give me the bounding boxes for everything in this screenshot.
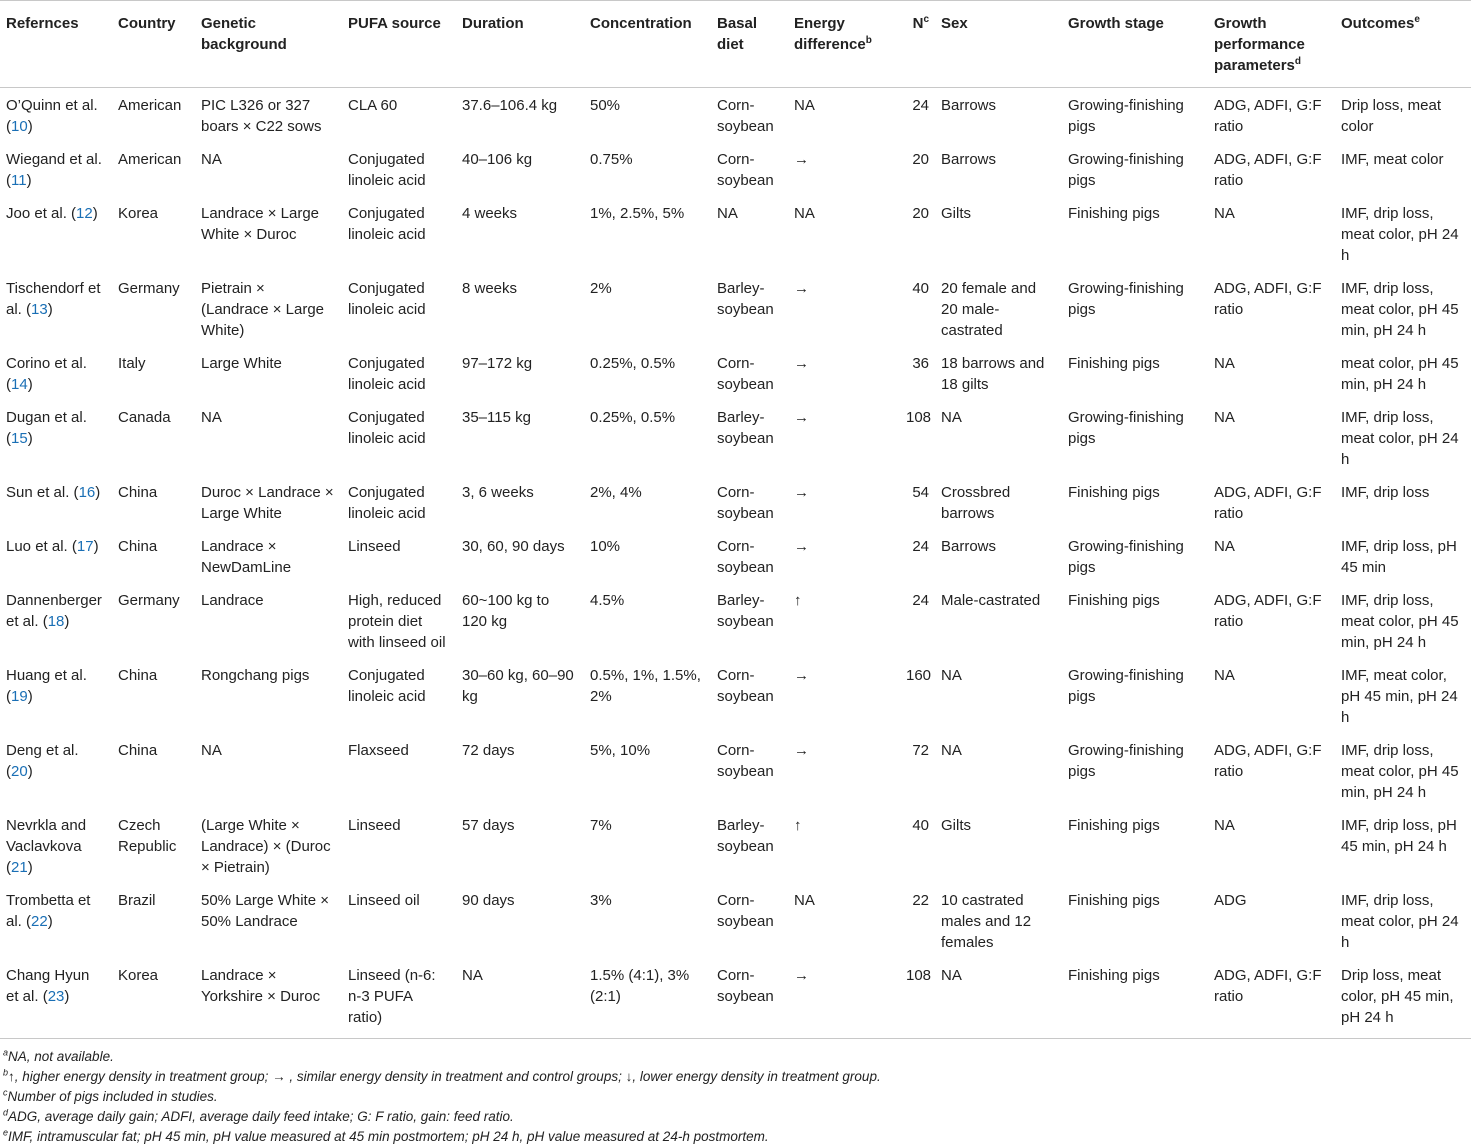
concentration-cell: 7% (590, 817, 612, 834)
table-body (0, 88, 1471, 1039)
n-cell: 40 (912, 817, 929, 834)
column-header-label: Sex (941, 15, 968, 32)
sex-cell: 10 castrated males and 12 females (941, 892, 1032, 951)
outcomes-cell: IMF, meat color, pH 45 min, pH 24 h (1341, 667, 1458, 726)
growth-performance-cell: NA (1214, 355, 1235, 372)
growth-stage-cell: Finishing pigs (1068, 355, 1160, 372)
n-cell: 108 (906, 409, 932, 426)
growth-stage-cell: Finishing pigs (1068, 967, 1160, 984)
genetic-background-cell: Landrace × Yorkshire × Duroc (201, 967, 321, 1005)
reference-link[interactable]: 12 (76, 205, 93, 222)
country-cell: Canada (118, 409, 171, 426)
growth-performance-cell: ADG (1214, 892, 1247, 909)
outcomes-cell: IMF, drip loss, pH 45 min, pH 24 h (1341, 817, 1457, 855)
growth-performance-cell: ADG, ADFI, G:F ratio (1214, 742, 1322, 780)
pufa-source-cell: Flaxseed (348, 742, 409, 759)
reference-cell: Chang Hyun et al. (23) (6, 967, 90, 1005)
growth-performance-cell: NA (1214, 409, 1235, 426)
basal-diet-cell: NA (717, 205, 738, 222)
genetic-background-cell: (Large White × Landrace) × (Duroc × Pietrain) (201, 817, 331, 876)
energy-difference-cell: → (794, 484, 809, 501)
genetic-background-cell: NA (201, 742, 222, 759)
table-row (0, 583, 1471, 658)
footnote-text: ADG, average daily gain; ADFI, average daily feed intake; G: F ratio, gain: feed ratio. (8, 1109, 514, 1124)
reference-authors: Nevrkla and Vaclavkova (6, 817, 87, 855)
energy-difference-cell: → (794, 967, 809, 984)
growth-stage-cell: Growing-finishing pigs (1068, 667, 1184, 705)
n-cell: 108 (906, 967, 932, 984)
energy-difference-cell: → (794, 280, 809, 297)
reference-cell: Sun et al. (16) (6, 484, 101, 501)
pufa-source-cell: High, reduced protein diet with linseed oil (348, 592, 446, 651)
pufa-source-cell: CLA 60 (348, 97, 398, 114)
outcomes-cell: IMF, drip loss, meat color, pH 24 h (1341, 892, 1459, 951)
basal-diet-cell: Corn-soybean (717, 484, 774, 522)
n-cell: 160 (906, 667, 932, 684)
footnote-marker: c (3, 1087, 8, 1098)
reference-link[interactable]: 13 (31, 301, 48, 318)
duration-cell: 3, 6 weeks (462, 484, 534, 501)
n-cell: 20 (912, 205, 929, 222)
reference-link[interactable]: 17 (76, 538, 94, 555)
concentration-cell: 0.75% (590, 151, 633, 168)
reference-authors: Dannenberger et al. (6, 592, 102, 630)
reference-authors: O’Quinn et al. (6, 97, 98, 114)
footnote-marker: d (3, 1107, 9, 1118)
basal-diet-cell: Corn-soybean (717, 355, 774, 393)
genetic-background-cell: Pietrain × (Landrace × Large White) (201, 280, 325, 339)
basal-diet-cell: Corn-soybean (717, 667, 774, 705)
outcomes-cell: IMF, drip loss, meat color, pH 24 h (1341, 409, 1459, 468)
basal-diet-cell: Corn-soybean (717, 742, 774, 780)
basal-diet-cell: Corn-soybean (717, 892, 774, 930)
column-header-label: Refernces (6, 15, 79, 32)
genetic-background-cell: Landrace × Large White × Duroc (201, 205, 320, 243)
sex-cell: NA (941, 409, 962, 426)
country-cell: Italy (118, 355, 146, 372)
energy-difference-cell: ↑ (794, 592, 802, 609)
concentration-cell: 4.5% (590, 592, 625, 609)
column-header-label: Energy difference (794, 15, 866, 53)
growth-stage-cell: Growing-finishing pigs (1068, 151, 1184, 189)
energy-difference-cell: NA (794, 205, 815, 222)
footnote-text: Number of pigs included in studies. (7, 1089, 218, 1104)
basal-diet-cell: Corn-soybean (717, 151, 774, 189)
column-header-label: Genetic background (201, 15, 287, 53)
footnote (3, 1127, 1471, 1147)
reference-authors: Wiegand et al. (6, 151, 102, 168)
reference-cell: Wiegand et al. (11) (6, 151, 102, 189)
reference-cell: Joo et al. (12) (6, 205, 98, 222)
column-header-label: Growth performance parameters (1214, 15, 1305, 74)
energy-difference-cell: NA (794, 97, 815, 114)
energy-difference-cell: → (794, 409, 809, 426)
outcomes-cell: IMF, drip loss (1341, 484, 1430, 501)
column-header-growth-performance-parameters (1208, 1, 1335, 88)
duration-cell: 4 weeks (462, 205, 518, 222)
growth-stage-cell: Growing-finishing pigs (1068, 742, 1184, 780)
growth-performance-cell: ADG, ADFI, G:F ratio (1214, 592, 1322, 630)
reference-link[interactable]: 16 (78, 484, 96, 501)
sex-cell: 18 barrows and 18 gilts (941, 355, 1045, 393)
sex-cell: Barrows (941, 97, 997, 114)
footnote-text: IMF, intramuscular fat; pH 45 min, pH value measured at 45 min postmortem; pH 24 h, pH value measured at 24-h postmortem. (8, 1129, 769, 1144)
table-row (0, 196, 1471, 271)
outcomes-cell: meat color, pH 45 min, pH 24 h (1341, 355, 1459, 393)
n-cell: 54 (912, 484, 929, 501)
column-header-concentration (584, 1, 711, 88)
reference-cell: Corino et al. (14) (6, 355, 87, 393)
n-cell: 22 (912, 892, 929, 909)
concentration-cell: 2% (590, 280, 612, 297)
concentration-cell: 2%, 4% (590, 484, 642, 501)
column-header-label: Concentration (590, 15, 692, 32)
footnote-marker: a (3, 1047, 9, 1058)
reference-authors: Corino et al. (6, 355, 87, 372)
column-header-basal-diet (711, 1, 788, 88)
growth-performance-cell: NA (1214, 538, 1235, 555)
reference-link[interactable]: 23 (47, 988, 65, 1005)
country-cell: Germany (118, 592, 180, 609)
outcomes-cell: IMF, drip loss, pH 45 min (1341, 538, 1457, 576)
concentration-cell: 0.25%, 0.5% (590, 355, 676, 372)
genetic-background-cell: 50% Large White × 50% Landrace (201, 892, 329, 930)
reference-link[interactable]: 10 (11, 118, 28, 135)
reference-link[interactable]: 18 (47, 613, 65, 630)
growth-performance-cell: ADG, ADFI, G:F ratio (1214, 97, 1322, 135)
genetic-background-cell: PIC L326 or 327 boars × C22 sows (201, 97, 322, 135)
basal-diet-cell: Barley-soybean (717, 592, 774, 630)
n-cell: 40 (912, 280, 929, 297)
reference-authors: Dugan et al. (6, 409, 87, 426)
reference-authors: Deng et al. (6, 742, 79, 759)
column-header-duration (456, 1, 584, 88)
footnote-marker: d (1294, 56, 1301, 67)
pufa-source-cell: Conjugated linoleic acid (348, 205, 426, 243)
table-row (0, 958, 1471, 1039)
energy-difference-cell: → (794, 538, 809, 555)
basal-diet-cell: Corn-soybean (717, 967, 774, 1005)
duration-cell: 40–106 kg (462, 151, 533, 168)
duration-cell: 35–115 kg (462, 409, 531, 426)
table-header-row (0, 1, 1471, 88)
footnote (3, 1067, 1471, 1087)
growth-stage-cell: Finishing pigs (1068, 892, 1160, 909)
energy-difference-cell: → (794, 151, 809, 168)
table-row (0, 733, 1471, 808)
pufa-source-cell: Linseed (348, 817, 401, 834)
concentration-cell: 0.25%, 0.5% (590, 409, 676, 426)
outcomes-cell: IMF, drip loss, meat color, pH 45 min, pH 24 h (1341, 280, 1459, 339)
footnote-marker: b (865, 35, 872, 46)
column-header-references (0, 1, 112, 88)
growth-performance-cell: ADG, ADFI, G:F ratio (1214, 967, 1322, 1005)
pufa-source-cell: Conjugated linoleic acid (348, 280, 426, 318)
column-header-genetic-background (195, 1, 342, 88)
country-cell: Germany (118, 280, 180, 297)
duration-cell: 72 days (462, 742, 515, 759)
pufa-source-cell: Conjugated linoleic acid (348, 484, 426, 522)
reference-cell: Dugan et al. (15) (6, 409, 87, 447)
table-row (0, 808, 1471, 883)
table-row (0, 346, 1471, 400)
column-header-label: Country (118, 15, 176, 32)
sex-cell: Barrows (941, 151, 997, 168)
growth-stage-cell: Growing-finishing pigs (1068, 280, 1184, 318)
column-header-label: Growth stage (1068, 15, 1164, 32)
country-cell: China (118, 667, 158, 684)
sex-cell: Gilts (941, 205, 971, 222)
reference-link[interactable]: 21 (11, 859, 28, 876)
duration-cell: 97–172 kg (462, 355, 533, 372)
growth-stage-cell: Finishing pigs (1068, 484, 1160, 501)
column-header-label: PUFA source (348, 15, 441, 32)
footnote (3, 1107, 1471, 1127)
duration-cell: 8 weeks (462, 280, 518, 297)
sex-cell: NA (941, 742, 962, 759)
country-cell: Korea (118, 205, 159, 222)
table-footnotes (0, 1047, 1471, 1147)
growth-performance-cell: NA (1214, 205, 1235, 222)
reference-cell: Deng et al. (20) (6, 742, 79, 780)
column-header-pufa-source (342, 1, 456, 88)
concentration-cell: 1.5% (4:1), 3% (2:1) (590, 967, 690, 1005)
duration-cell: 57 days (462, 817, 515, 834)
energy-difference-cell: → (794, 355, 809, 372)
reference-cell: Tischendorf et al. (13) (6, 280, 101, 318)
reference-cell: O’Quinn et al. (10) (6, 97, 98, 135)
outcomes-cell: IMF, drip loss, meat color, pH 45 min, pH 24 h (1341, 592, 1459, 651)
country-cell: China (118, 538, 158, 555)
concentration-cell: 5%, 10% (590, 742, 651, 759)
table-row (0, 529, 1471, 583)
duration-cell: 30, 60, 90 days (462, 538, 565, 555)
column-header-growth-stage (1062, 1, 1208, 88)
basal-diet-cell: Corn-soybean (717, 538, 774, 576)
basal-diet-cell: Corn-soybean (717, 97, 774, 135)
duration-cell: 90 days (462, 892, 515, 909)
sex-cell: Male-castrated (941, 592, 1041, 609)
reference-cell: Nevrkla and Vaclavkova (21) (6, 817, 87, 876)
n-cell: 24 (912, 538, 929, 555)
country-cell: Brazil (118, 892, 156, 909)
growth-performance-cell: NA (1214, 667, 1235, 684)
growth-stage-cell: Growing-finishing pigs (1068, 538, 1184, 576)
country-cell: China (118, 742, 158, 759)
outcomes-cell: Drip loss, meat color (1341, 97, 1442, 135)
footnote-text: ↑, higher energy density in treatment group; → , similar energy density in treatment and control groups; ↓, lower energy density in treatment group. (8, 1069, 881, 1084)
concentration-cell: 1%, 2.5%, 5% (590, 205, 685, 222)
table-row (0, 142, 1471, 196)
n-cell: 36 (912, 355, 929, 372)
n-cell: 20 (912, 151, 929, 168)
reference-cell: Huang et al. (19) (6, 667, 87, 705)
table-row (0, 271, 1471, 346)
genetic-background-cell: Landrace × NewDamLine (201, 538, 292, 576)
column-header-label: Duration (462, 15, 524, 32)
growth-performance-cell: ADG, ADFI, G:F ratio (1214, 280, 1322, 318)
duration-cell: 60~100 kg to 120 kg (462, 592, 550, 630)
reference-authors: Huang et al. (6, 667, 87, 684)
reference-authors: Joo et al. (6, 205, 67, 222)
outcomes-cell: IMF, drip loss, meat color, pH 45 min, pH 24 h (1341, 742, 1459, 801)
sex-cell: 20 female and 20 male-castrated (941, 280, 1037, 339)
reference-authors: Chang Hyun et al. (6, 967, 90, 1005)
table-row (0, 88, 1471, 143)
column-header-sex (935, 1, 1062, 88)
concentration-cell: 3% (590, 892, 612, 909)
pufa-source-cell: Conjugated linoleic acid (348, 355, 426, 393)
growth-performance-cell: NA (1214, 817, 1235, 834)
country-cell: American (118, 97, 182, 114)
table-row (0, 400, 1471, 475)
pufa-source-cell: Conjugated linoleic acid (348, 151, 426, 189)
genetic-background-cell: Large White (201, 355, 282, 372)
growth-stage-cell: Growing-finishing pigs (1068, 97, 1184, 135)
table-row (0, 475, 1471, 529)
pufa-source-cell: Conjugated linoleic acid (348, 667, 426, 705)
reference-link[interactable]: 19 (11, 688, 28, 705)
country-cell: Korea (118, 967, 159, 984)
growth-performance-cell: ADG, ADFI, G:F ratio (1214, 151, 1322, 189)
energy-difference-cell: ↑ (794, 817, 802, 834)
footnote-text: NA, not available. (8, 1049, 114, 1064)
energy-difference-cell: NA (794, 892, 815, 909)
n-cell: 24 (912, 592, 929, 609)
reference-authors: Tischendorf et al. (6, 280, 101, 318)
duration-cell: 37.6–106.4 kg (462, 97, 558, 114)
footnote-marker: e (1414, 14, 1420, 25)
pufa-source-cell: Linseed (n-6: n-3 PUFA ratio) (348, 967, 436, 1026)
sex-cell: Crossbred barrows (941, 484, 1011, 522)
reference-link[interactable]: 11 (11, 172, 27, 189)
sex-cell: Gilts (941, 817, 971, 834)
column-header-label: Basal diet (717, 15, 758, 53)
growth-stage-cell: Finishing pigs (1068, 592, 1160, 609)
energy-difference-cell: → (794, 667, 809, 684)
pufa-source-cell: Linseed (348, 538, 401, 555)
footnote-marker: c (923, 14, 929, 25)
column-header-n (900, 1, 935, 88)
reference-link[interactable]: 20 (11, 763, 28, 780)
pufa-source-cell: Conjugated linoleic acid (348, 409, 426, 447)
column-header-label: Outcomes (1341, 15, 1415, 32)
basal-diet-cell: Barley-soybean (717, 817, 774, 855)
energy-difference-cell: → (794, 742, 809, 759)
basal-diet-cell: Barley-soybean (717, 280, 774, 318)
duration-cell: NA (462, 967, 483, 984)
reference-link[interactable]: 15 (11, 430, 28, 447)
pufa-source-cell: Linseed oil (348, 892, 420, 909)
footnote-marker: b (3, 1067, 9, 1078)
growth-performance-cell: ADG, ADFI, G:F ratio (1214, 484, 1322, 522)
reference-cell: Dannenberger et al. (18) (6, 592, 102, 630)
column-header-country (112, 1, 195, 88)
outcomes-cell: IMF, drip loss, meat color, pH 24 h (1341, 205, 1459, 264)
growth-stage-cell: Finishing pigs (1068, 205, 1160, 222)
genetic-background-cell: Rongchang pigs (201, 667, 310, 684)
table-row (0, 658, 1471, 733)
genetic-background-cell: Landrace (201, 592, 264, 609)
concentration-cell: 0.5%, 1%, 1.5%, 2% (590, 667, 701, 705)
outcomes-cell: Drip loss, meat color, pH 45 min, pH 24 h (1341, 967, 1454, 1026)
n-cell: 72 (912, 742, 929, 759)
reference-link[interactable]: 14 (11, 376, 28, 393)
footnote (3, 1047, 1471, 1067)
n-cell: 24 (912, 97, 929, 114)
column-header-outcomes (1335, 1, 1471, 88)
sex-cell: Barrows (941, 538, 997, 555)
footnote (3, 1087, 1471, 1107)
concentration-cell: 50% (590, 97, 621, 114)
genetic-background-cell: NA (201, 409, 222, 426)
country-cell: American (118, 151, 182, 168)
column-header-label: N (912, 15, 924, 32)
growth-stage-cell: Finishing pigs (1068, 817, 1160, 834)
table-row (0, 883, 1471, 958)
country-cell: China (118, 484, 158, 501)
outcomes-cell: IMF, meat color (1341, 151, 1444, 168)
growth-stage-cell: Growing-finishing pigs (1068, 409, 1184, 447)
reference-authors: Sun et al. (6, 484, 70, 501)
reference-authors: Luo et al. (6, 538, 68, 555)
country-cell: Czech Republic (118, 817, 177, 855)
reference-authors: Trombetta et al. (6, 892, 91, 930)
genetic-background-cell: NA (201, 151, 222, 168)
reference-cell: Luo et al. (17) (6, 538, 99, 555)
reference-link[interactable]: 22 (31, 913, 48, 930)
footnote-marker: e (3, 1127, 9, 1138)
column-header-energy-difference (788, 1, 900, 88)
concentration-cell: 10% (590, 538, 621, 555)
genetic-background-cell: Duroc × Landrace × Large White (201, 484, 334, 522)
reference-cell: Trombetta et al. (22) (6, 892, 91, 930)
sex-cell: NA (941, 667, 962, 684)
duration-cell: 30–60 kg, 60–90 kg (462, 667, 574, 705)
sex-cell: NA (941, 967, 962, 984)
basal-diet-cell: Barley-soybean (717, 409, 774, 447)
